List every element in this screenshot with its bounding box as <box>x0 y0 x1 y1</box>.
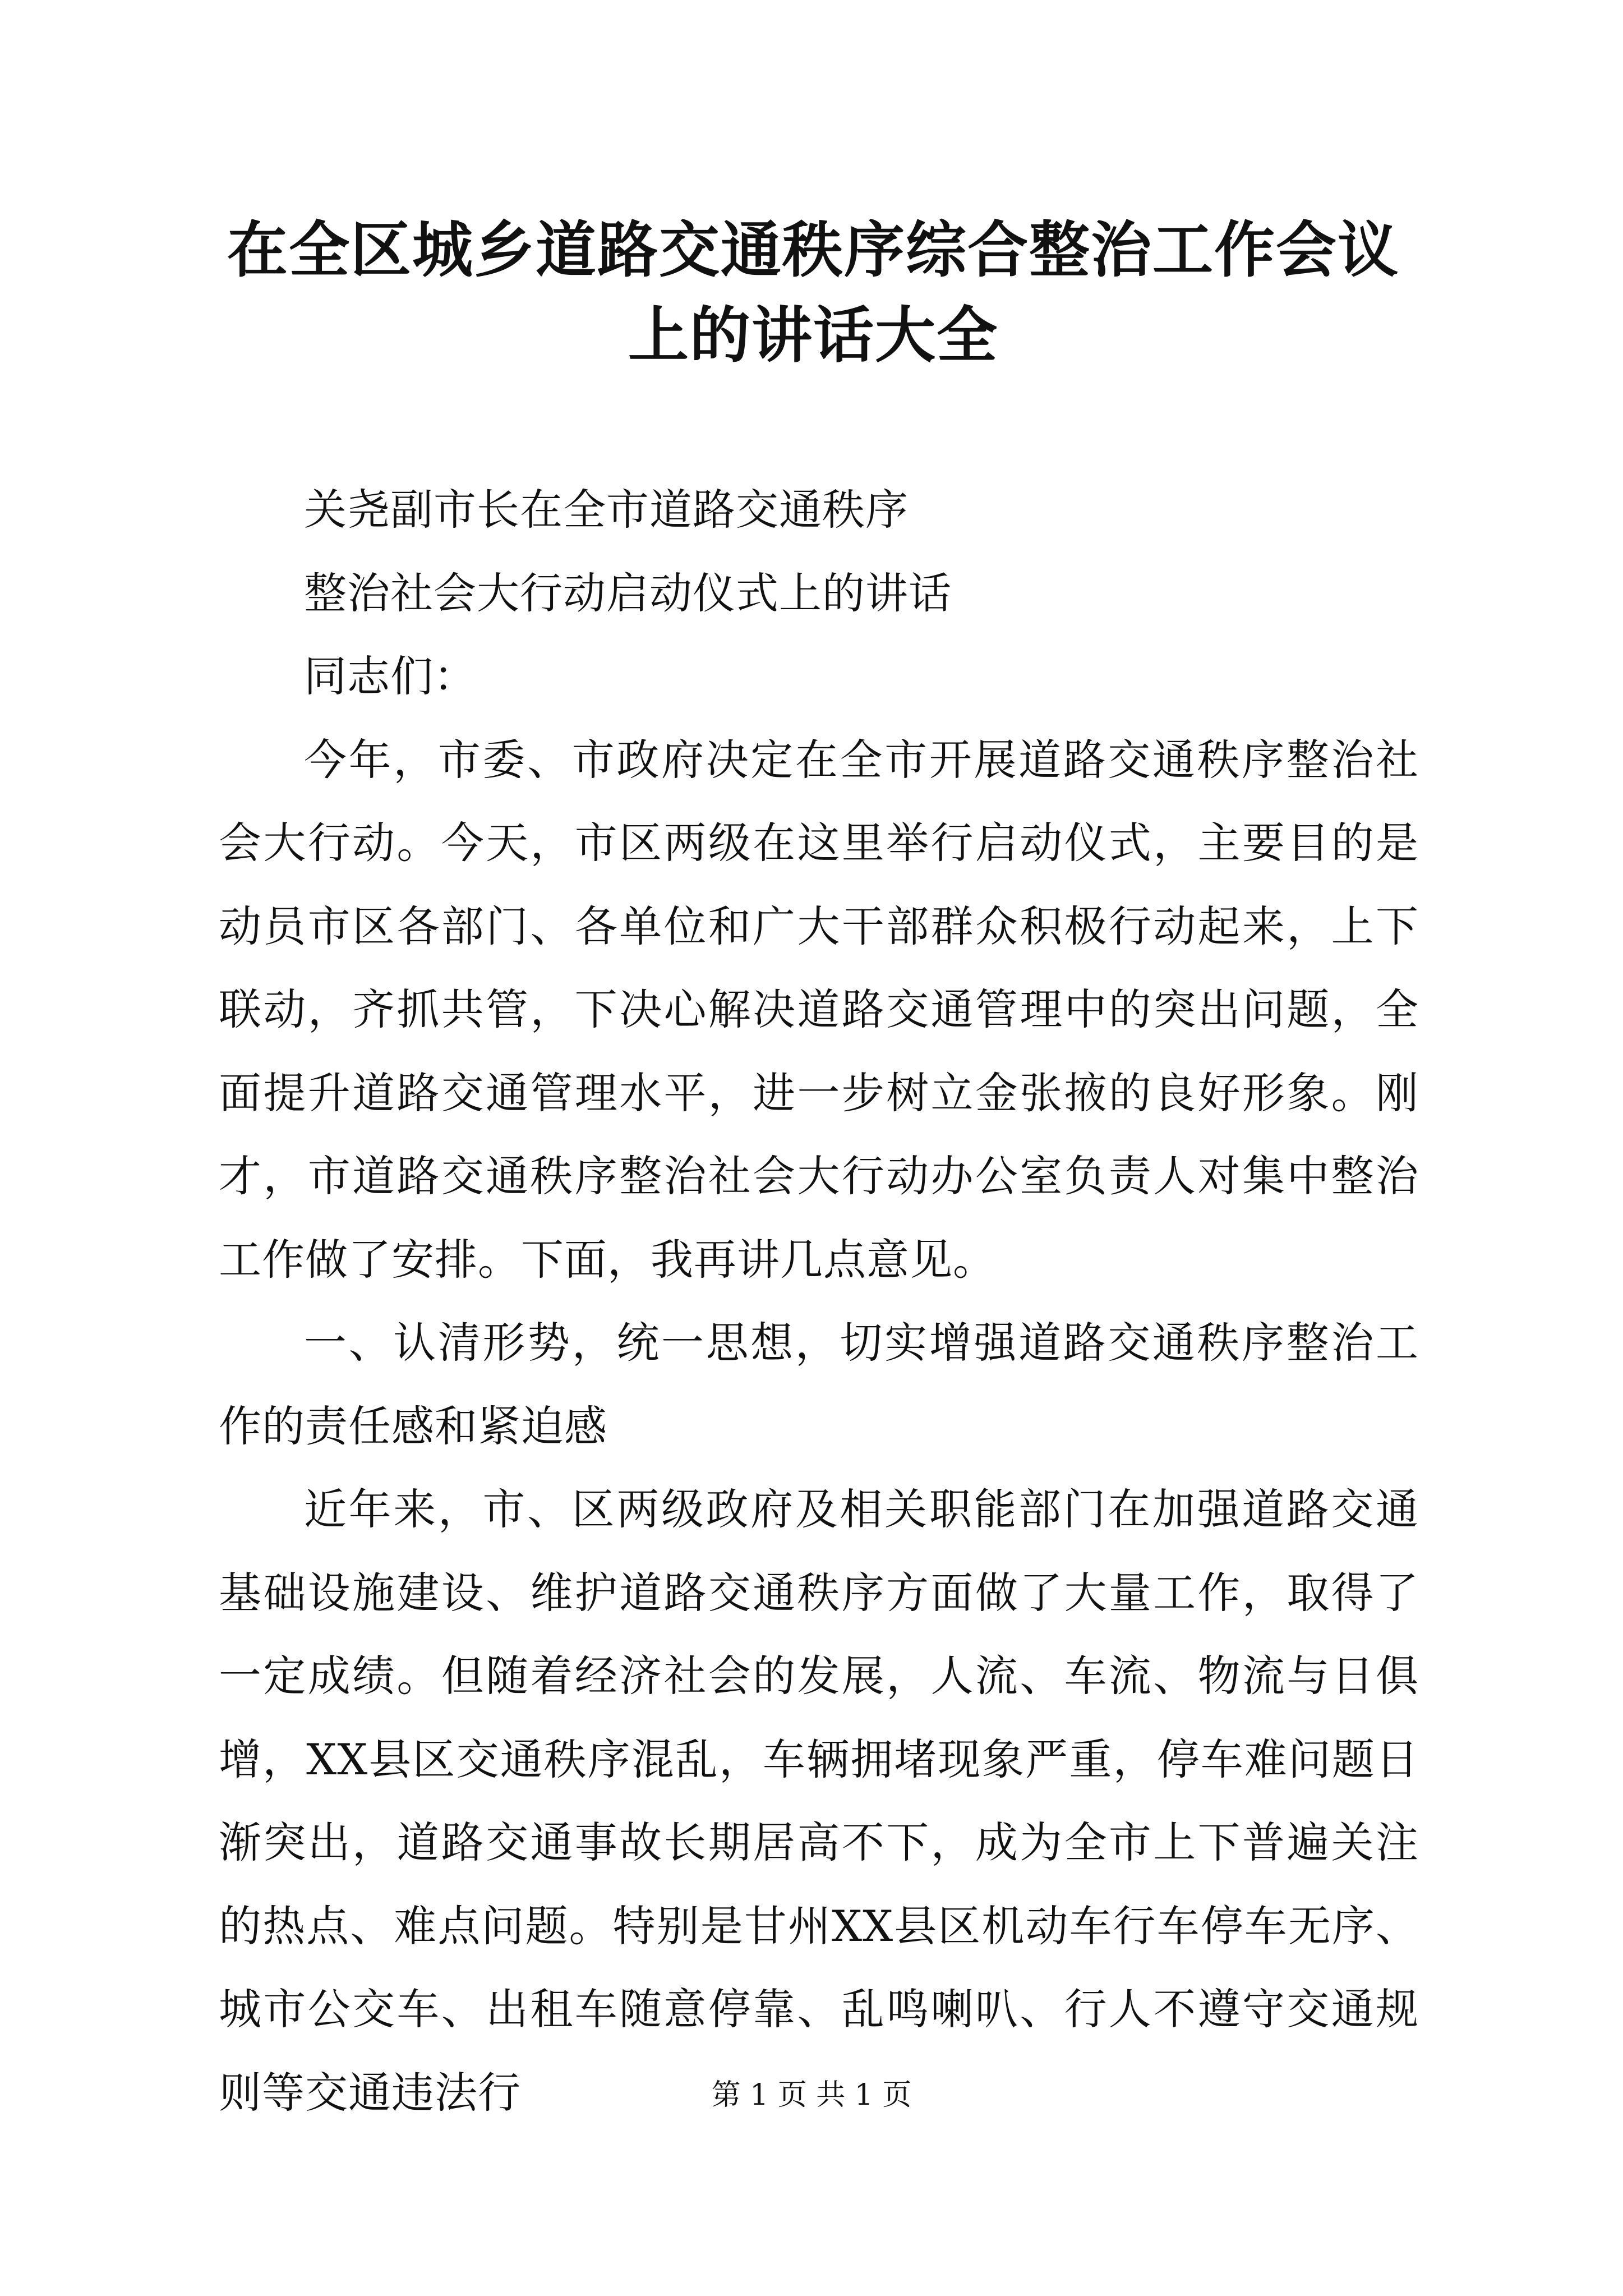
body-paragraph: 今年，市委、市政府决定在全市开展道路交通秩序整治社会大行动。今天，市区两级在这里举行启动仪式，主要目的是动员市区各部门、各单位和广大干部群众积极行动起来，上下联动，齐抓共管，下决心解决道路交通管理中的突出问题，全面提升道路交通管理水平，进一步树立金张掖的良好形象。刚才，市道路交通秩序整治社会大行动办公室负责人对集中整治工作做了安排。下面，我再讲几点意见。 <box>219 734 1419 1285</box>
salutation: 同志们： <box>304 651 477 701</box>
page-footer: 第 1 页 共 1 页 <box>711 2078 912 2112</box>
speaker-line: 关尧副市长在全市道路交通秩序 <box>304 485 909 535</box>
speech-subtitle-line: 整治社会大行动启动仪式上的讲话 <box>304 568 952 618</box>
section-heading: 一、认清形势，统一思想，切实增强道路交通秩序整治工作的责任感和紧迫感 <box>219 1318 1419 1451</box>
document-title: 在全区城乡道路交通秩序综合整治工作会议上的讲话大全 <box>227 215 1399 371</box>
body-paragraph: 近年来，市、区两级政府及相关职能部门在加强道路交通基础设施建设、维护道路交通秩序方面做了大量工作，取得了一定成绩。但随着经济社会的发展，人流、车流、物流与日俱增，XX县区交通秩序混乱，车辆拥堵现象严重，停车难问题日渐突出，道路交通事故长期居高不下，成为全市上下普遍关注的热点、难点问题。特别是甘州XX县区机动车行车停车无序、城市公交车、出租车随意停靠、乱鸣喇叭、行人不遵守交通规则等交通违法行 <box>219 1484 1419 2118</box>
document-body <box>219 468 1419 2134</box>
